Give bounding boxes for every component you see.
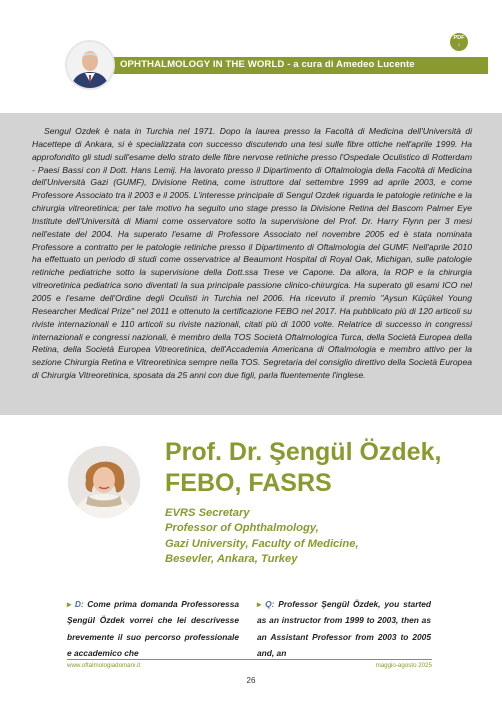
interviewee-name-line2: FEBO, FASRS: [165, 469, 332, 497]
interviewee-affiliation: [165, 506, 485, 568]
footer-website-link[interactable]: www.oftalmologiadomani.it: [67, 662, 141, 669]
question-english: [257, 596, 431, 662]
arrow-marker-icon: ▸: [257, 599, 262, 609]
affiliation-line1: EVRS Secretary: [165, 507, 250, 519]
biography-text: Sengul Ozdek è nata in Turchia nel 1971. Dopo la laurea presso la Facoltà di Medicina dell'Università di Hacettepe di Ankara, si è specializzata con successo discutendo una tesi sulle fibre ottiche nell'aprile 1999. Ha approfondito gli studi sull'esame dello strato delle fibre nervose retiniche presso l'Ospedale Oculistico di Rotterdam - Paesi Bassi con il Dott. Hans Lemij. Ha lavorato presso il Dipartimento di Oftalmologia della Facoltà di Medicina dell'Università Gazi (GUMF), Divisione Retina, come istruttore dal settembre 1999 ad aprile 2003, e come Professore Associato tra il 2003 e il 2005. L'interesse principale di Sengul Ozdek riguarda le patologie retiniche e la chirurgia vitreoretinica; per tale motivo ha seguito uno stage presso la Divisione Retina del Bascom Palmer Eye Institute dell'Università di Miami come osservatore sotto la supervisione del Prof. Dr. Harry Flynn per 3 mesi nell'estate del 2004. Ha superato l'esame di Professore Associato nel novembre 2005 ed è stata nominata Professore a contratto per le patologie retiniche presso il Dipartimento di Oftalmologia del GUMF. Nell'aprile 2010 ha effettuato un periodo di studi come osservatrice al Beaumont Hospital di Royal Oak, Michigan, sulle patologie retiniche pediatriche sotto la supervisione della Dott.ssa Trese ve Capone. Da allora, la ROP e la chirurgia vitreoretinica pediatrica sono diventati la sua principale passione clinico-chirurgica. Ha superato gli esami ICO nel 2005 e l'esame dell'Ordine degli Oculisti in Turchia nel 2006. Ha ricevuto il premio "Aysun Küçükel Young Researcher Medical Prize" nel 2011 e ottenuto la certificazione FEBO nel 2017. Ha pubblicato più di 120 articoli su riviste internazionali e 110 articoli su riviste nazionali, citati più di 1000 volte. Relatrice di successo in congressi internazionali e congressi nazionali, è membro della TOS Società Oftalmologica Turca, della Società Europea della Retina, della Società Europea Vitreoretinica, dell'Accademia Americana di Oftalmologia e membro attivo per la sezione Chirurgia Retina e Vitreoretinica sempre nella TOS. Segretaria del consiglio direttivo della Società Europea di Chirurgia Vitreoretinica, sposata da 25 anni con due figli, parla fluentemente l'inglese.: [32, 126, 472, 381]
footer-issue-date: maggio-agosto 2025: [375, 662, 432, 669]
interviewee-avatar: [68, 446, 140, 518]
interviewee-portrait-icon: [68, 446, 140, 518]
interviewee-name-line1: Prof. Dr. Şengül Özdek,: [165, 438, 442, 466]
question-english-text: Professor Şengül Özdek, you started as an instructor from 1999 to 2003, then as an Assistant Professor from 2003 to 2005 and, an: [257, 599, 432, 659]
affiliation-line2: Professor of Ophthalmology,: [165, 522, 319, 535]
question-english-lead: Q:: [265, 599, 275, 609]
editor-portrait-icon: [67, 42, 113, 88]
section-header-bar: [98, 57, 488, 74]
affiliation-line4: Besevler, Ankara, Turkey: [165, 553, 298, 566]
question-italian-text: Come prima domanda Professoressa Şengül Özdek vorrei che lei descrivesse brevemente il suo percorso professionale e accademico che: [67, 599, 240, 659]
pdf-download-icon[interactable]: [450, 33, 468, 51]
footer-divider: [67, 659, 432, 660]
question-italian-lead: D:: [74, 599, 84, 609]
affiliation-line3: Gazi University, Faculty of Medicine,: [165, 537, 359, 550]
page-number: 26: [246, 676, 256, 685]
pdf-label: PDF: [453, 35, 465, 41]
arrow-marker-icon: ▸: [67, 599, 72, 609]
interviewee-name: [165, 437, 485, 499]
section-header-title: OPHTHALMOLOGY IN THE WORLD - a cura di Amedeo Lucente: [120, 59, 415, 70]
download-arrow-icon: ↓: [457, 42, 461, 48]
editor-avatar: [67, 42, 113, 88]
question-italian: [67, 596, 239, 662]
